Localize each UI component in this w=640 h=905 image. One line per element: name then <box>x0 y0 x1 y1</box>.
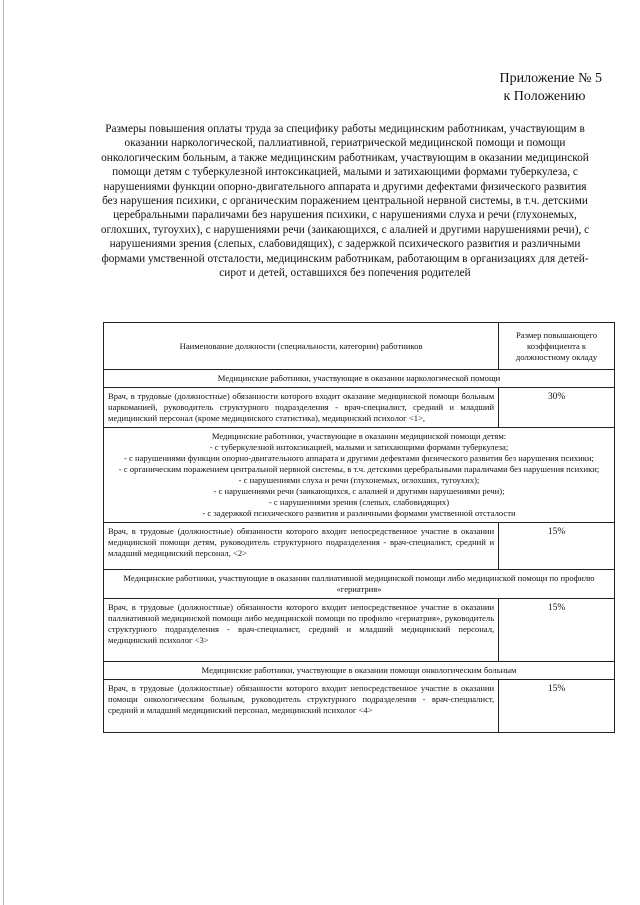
section-children-line: - с нарушениями функции опорно-двигательного аппарата и другими дефектами физического развития без нарушения психики; <box>124 453 594 463</box>
table-row <box>104 680 615 733</box>
page-edge <box>3 0 4 905</box>
row-children-value: 15% <box>499 523 615 570</box>
section-children-line: - с нарушениями речи (заикающихся, с алалией и другими нарушениями речи); <box>213 486 505 496</box>
section-children-line: - с органическим поражением центральной нервной системы, в т.ч. детскими церебральными параличами без нарушения психики; <box>118 464 600 474</box>
row-narcology-text: Врач, в трудовые (должностные) обязанности которого входит оказание медицинской помощи больным наркоманией, руководитель структурного подразделения - врач-специалист, средний и младший медицинский персонал (кроме медицинского статистика), медицинский психолог <1>, <box>104 388 499 428</box>
section-row <box>104 662 615 680</box>
row-oncology-value: 15% <box>499 680 615 733</box>
col-position-header: Наименование должности (специальности, категории) работников <box>104 323 499 370</box>
row-palliative-value: 15% <box>499 599 615 662</box>
section-children-line: - с нарушениями слуха и речи (глухонемых, оглохших, тугоухих); <box>238 475 480 485</box>
row-children-text: Врач, в трудовые (должностные) обязанности которого входит непосредственное участие в оказании медицинской помощи детям, руководитель структурного подразделения - врач-специалист, средний и младший медицинский персонал, <2> <box>104 523 499 570</box>
document-heading: Размеры повышения оплаты труда за специфику работы медицинским работникам, участвующим в оказании наркологической, паллиативной, гериатрической медицинской помощи и помощи онкологическим больным, а также медицинским работникам, участвующим в оказании медицинской помощи детям с туберкулезной интоксикацией, малыми и затихающими формами туберкулеза, с нарушениями функции опорно-двигательного аппарата и другими дефектами физического развития без нарушения психики, с органическим поражением центральной нервной системы, в т.ч. детскими церебральными параличами без нарушения психики, с нарушениями слуха и речи (глухонемых, оглохших, тугоухих), с нарушениями речи (заикающихся, с алалией и другими нарушениями речи), с нарушениями зрения (слепых, слабовидящих), с задержкой психического развития и различными формами умственной отсталости, медицинским работникам, работающим в организациях для детей-сирот и детей, оставшихся без попечения родителей <box>100 123 590 280</box>
section-children-line: - с задержкой психического развития и различными формами умственной отсталости <box>202 508 516 518</box>
col-coefficient-header: Размер повышающего коэффициента к должностному окладу <box>499 323 615 370</box>
section-oncology: Медицинские работники, участвующие в оказании помощи онкологическим больным <box>104 662 615 680</box>
section-row <box>104 428 615 523</box>
table-row <box>104 523 615 570</box>
section-row <box>104 570 615 599</box>
row-narcology-value: 30% <box>499 388 615 428</box>
coefficients-table <box>103 322 615 733</box>
section-palliative: Медицинские работники, участвующие в оказании паллиативной медицинской помощи либо медицинской помощи по профилю «гериатрия» <box>104 570 615 599</box>
section-children-line: - с туберкулезной интоксикацией, малыми и затихающими формами туберкулеза; <box>209 442 509 452</box>
section-children <box>104 428 615 523</box>
row-palliative-text: Врач, в трудовые (должностные) обязанности которого входит непосредственное участие в оказании паллиативной медицинской помощи либо медицинской помощи по профилю «гериатрия», руководитель структурного подразделения - врач-специалист, средний и младший медицинский персонал, медицинский психолог <3> <box>104 599 499 662</box>
table-header-row <box>104 323 615 370</box>
section-row <box>104 370 615 388</box>
table-row <box>104 599 615 662</box>
table-row <box>104 388 615 428</box>
section-children-line: Медицинские работники, участвующие в оказании медицинской помощи детям: <box>211 431 507 441</box>
section-children-line: - с нарушениями зрения (слепых, слабовидящих) <box>268 497 450 507</box>
appendix-reference: к Положению <box>503 89 586 104</box>
appendix-label <box>500 70 603 106</box>
appendix-number: Приложение № 5 <box>499 71 602 86</box>
section-narcology: Медицинские работники, участвующие в оказании наркологической помощи <box>104 370 615 388</box>
row-oncology-text: Врач, в трудовые (должностные) обязанности которого входит непосредственное участие в оказании помощи онкологическим больным, руководитель структурного подразделения - врач-специалист, средний и младший медицинский персонал, медицинский психолог <4> <box>104 680 499 733</box>
